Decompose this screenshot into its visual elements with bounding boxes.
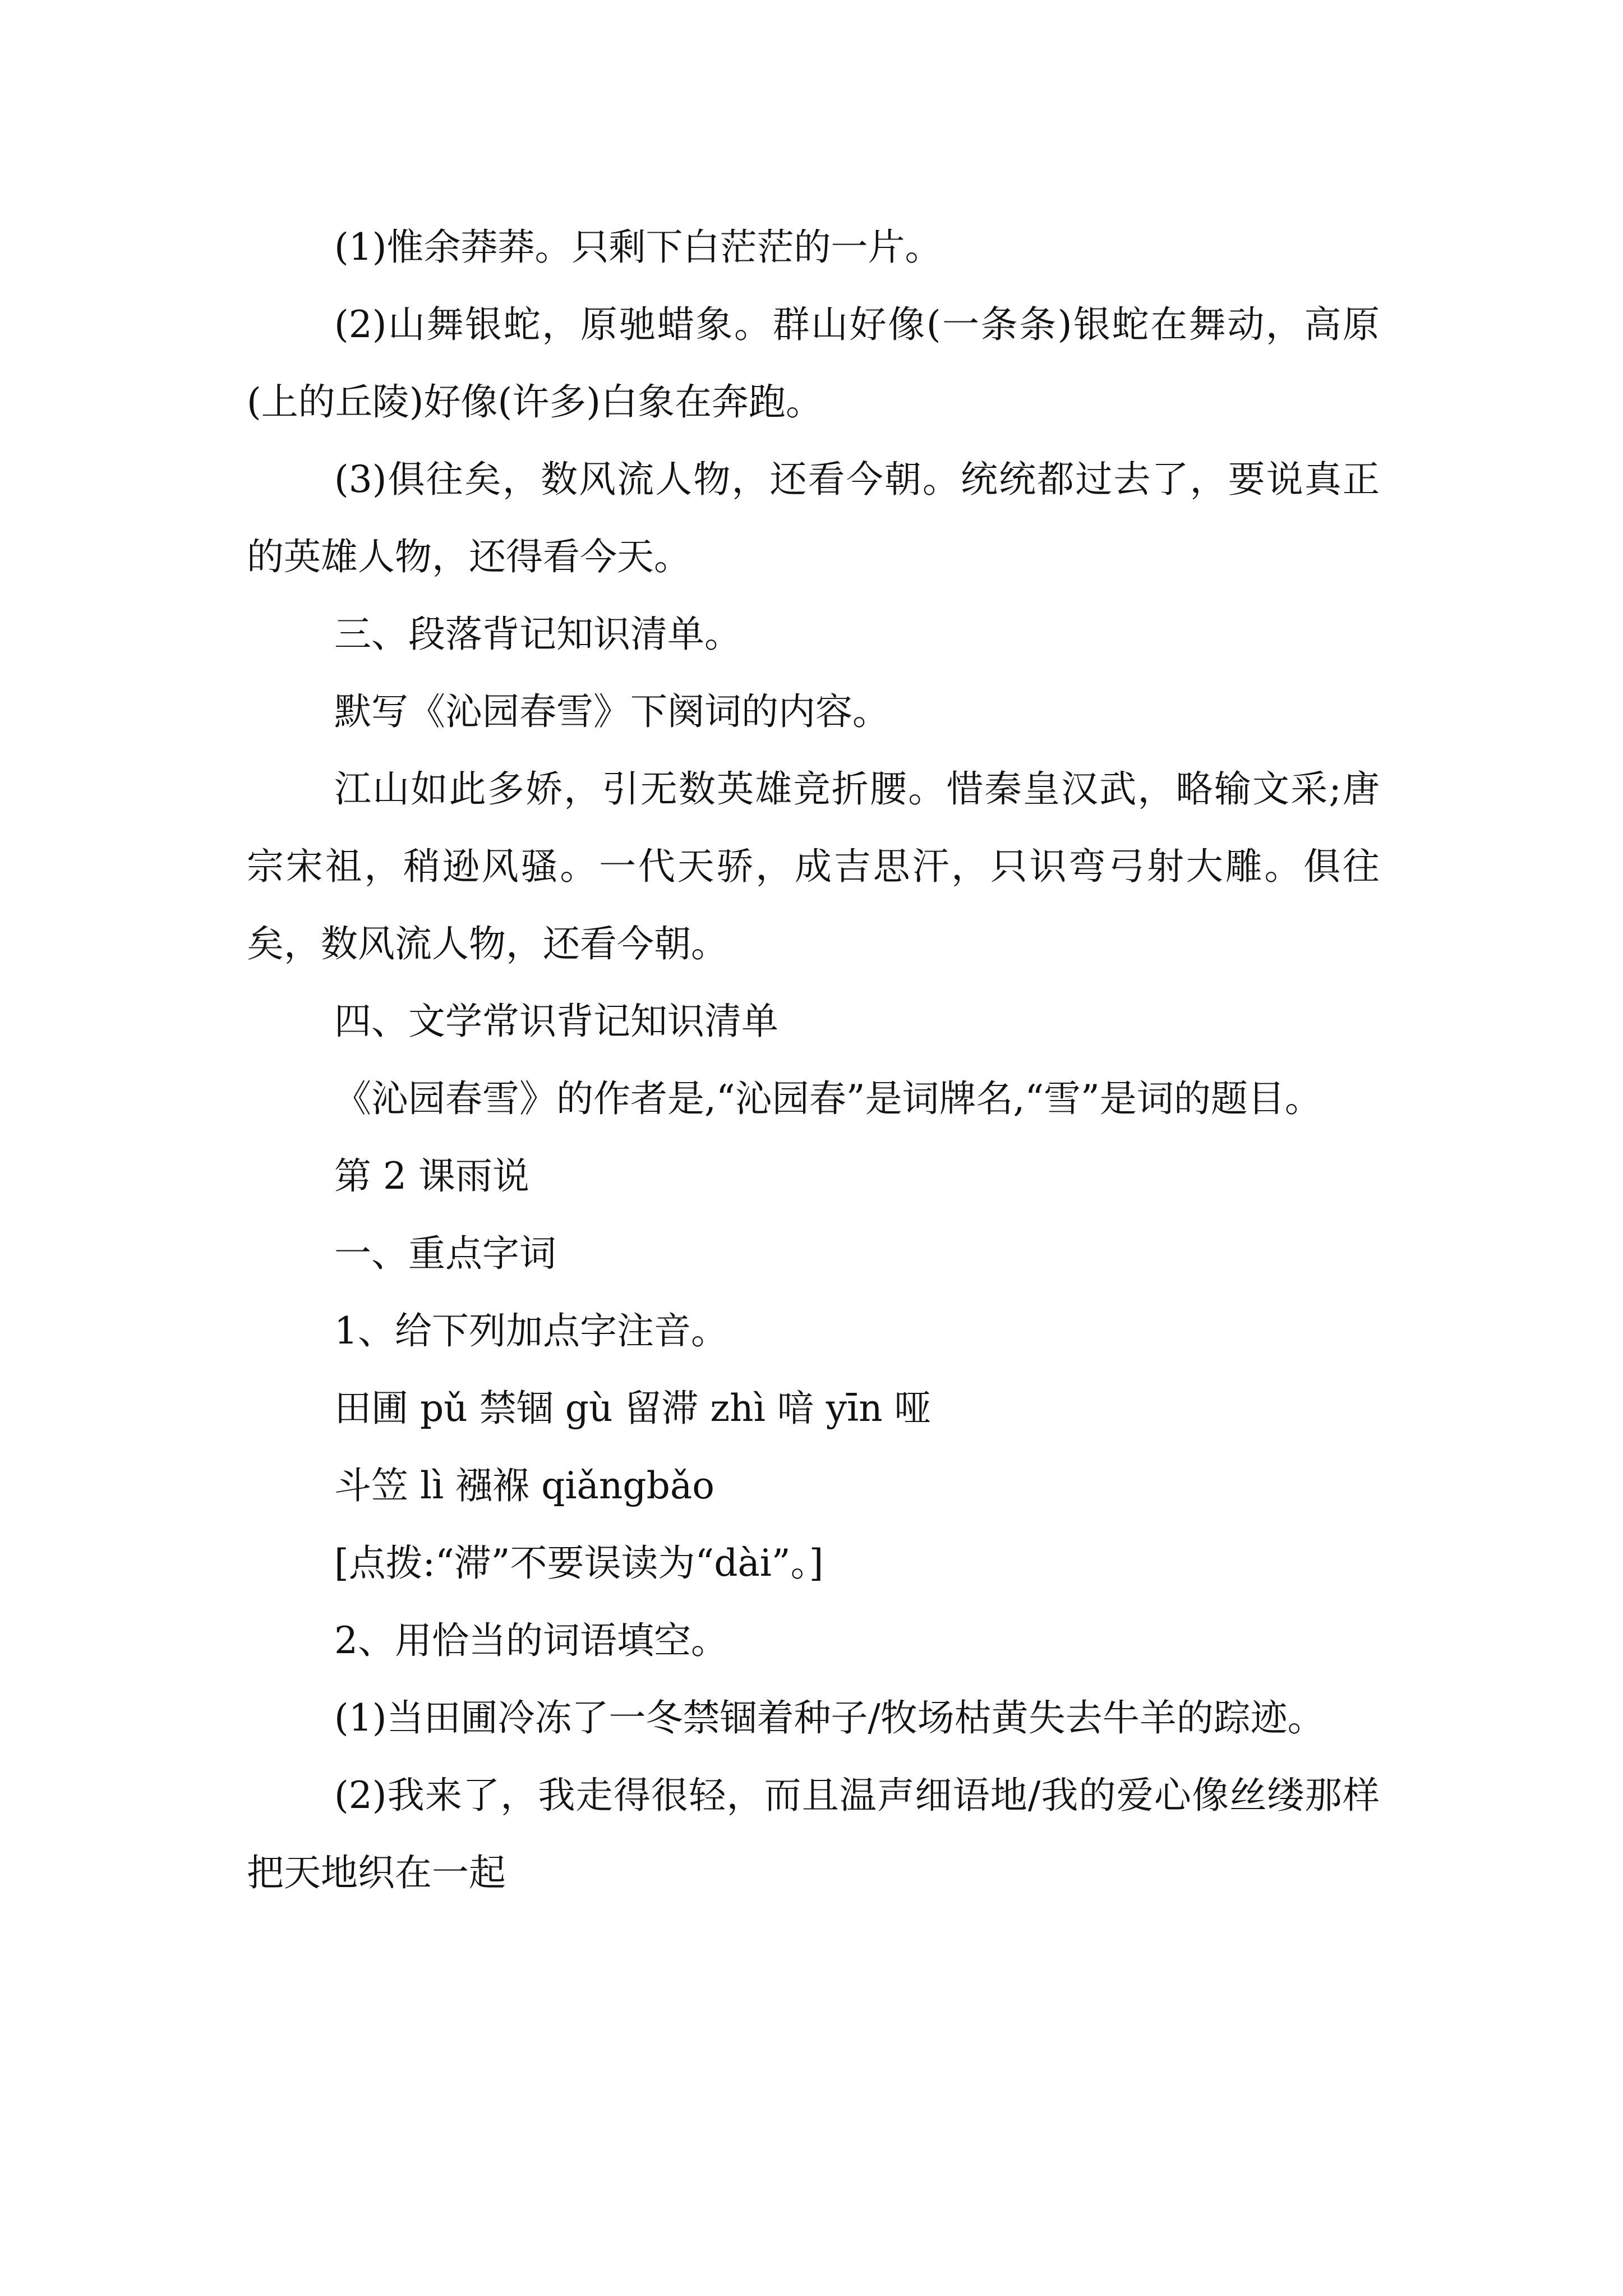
document-body bbox=[247, 209, 1380, 1912]
pinyin-line-1: 田圃 pǔ 禁锢 gù 留滞 zhì 喑 yīn 哑 bbox=[334, 1387, 932, 1430]
question-2: 2、用恰当的词语填空。 bbox=[334, 1619, 728, 1662]
pinyin-line-2: 斗笠 lì 襁褓 qiǎngbǎo bbox=[334, 1464, 714, 1507]
paragraph-8: 《沁园春雪》的作者是,“沁园春”是词牌名,“雪”是词的题目。 bbox=[334, 1077, 1322, 1120]
question-1: 1、给下列加点字注音。 bbox=[334, 1309, 728, 1352]
paragraph-2: (2)山舞银蛇，原驰蜡象。群山好像(一条条)银蛇在舞动，高原(上的丘陵)好像(许多)白象在奔跑。 bbox=[247, 303, 1380, 424]
paragraph-3: (3)俱往矣，数风流人物，还看今朝。统统都过去了，要说真正的英雄人物，还得看今天。 bbox=[247, 458, 1380, 578]
section-heading-3: 三、段落背记知识清单。 bbox=[334, 613, 741, 656]
paragraph-5: 默写《沁园春雪》下阕词的内容。 bbox=[334, 690, 889, 733]
poem-excerpt: 江山如此多娇，引无数英雄竞折腰。惜秦皇汉武，略输文采;唐宗宋祖，稍逊风骚。一代天骄，成吉思汗，只识弯弓射大雕。俱往矣，数风流人物，还看今朝。 bbox=[247, 767, 1380, 965]
section-heading-4: 四、文学常识背记知识清单 bbox=[334, 1000, 778, 1043]
answer-1: (1)当田圃冷冻了一冬禁锢着种子/牧场枯黄失去牛羊的踪迹。 bbox=[334, 1696, 1325, 1740]
answer-2: (2)我来了，我走得很轻，而且温声细语地/我的爱心像丝缕那样把天地织在一起 bbox=[247, 1774, 1380, 1894]
tip-note: [点拨:“滞”不要误读为“dài”。] bbox=[334, 1542, 824, 1585]
lesson-title: 第 2 课雨说 bbox=[334, 1154, 529, 1198]
paragraph-1: (1)惟余莽莽。只剩下白茫茫的一片。 bbox=[334, 226, 942, 269]
section-heading-1: 一、重点字词 bbox=[334, 1232, 556, 1275]
